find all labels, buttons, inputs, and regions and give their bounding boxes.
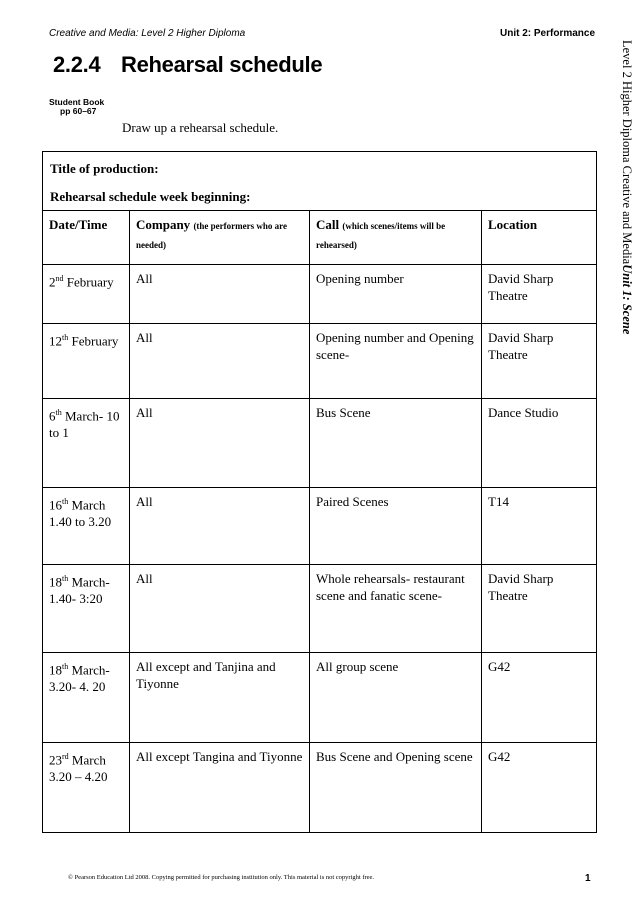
cell-date: 16th March 1.40 to 3.20 bbox=[43, 488, 130, 565]
header-company-note: (the performers who are needed) bbox=[136, 221, 287, 250]
cell-call: Bus Scene bbox=[310, 399, 482, 488]
cell-company: All except Tangina and Tiyonne bbox=[130, 743, 310, 832]
cell-location: David Sharp Theatre bbox=[482, 565, 596, 653]
instruction: Draw up a rehearsal schedule. bbox=[122, 120, 279, 135]
cell-date: 18th March- 3.20- 4. 20 bbox=[43, 653, 130, 743]
cell-location: T14 bbox=[482, 488, 596, 565]
schedule-form bbox=[42, 151, 597, 833]
header-location: Location bbox=[482, 211, 596, 265]
page-number: 1 bbox=[585, 873, 591, 884]
section-heading bbox=[53, 52, 322, 78]
cell-company: All bbox=[130, 488, 310, 565]
cell-date: 12th February bbox=[43, 324, 130, 399]
copyright-footer: © Pearson Education Ltd 2008. Copying permitted for purchasing institution only. This material is not copyright free. bbox=[68, 874, 375, 881]
cell-call: Bus Scene and Opening scene bbox=[310, 743, 482, 832]
section-title: Rehearsal schedule bbox=[121, 52, 323, 77]
cell-call: Opening number and Opening scene- bbox=[310, 324, 482, 399]
side-banner-unit: Unit 1: Scene bbox=[620, 264, 634, 335]
schedule-table bbox=[43, 211, 596, 832]
cell-call: All group scene bbox=[310, 653, 482, 743]
student-book-ref bbox=[49, 98, 104, 116]
cell-location: David Sharp Theatre bbox=[482, 324, 596, 399]
cell-location: David Sharp Theatre bbox=[482, 265, 596, 324]
running-header-left: Creative and Media: Level 2 Higher Diploma bbox=[49, 28, 246, 39]
cell-location: G42 bbox=[482, 653, 596, 743]
cell-call: Opening number bbox=[310, 265, 482, 324]
production-title-label: Title of production: bbox=[50, 161, 159, 176]
header-call-note: (which scenes/items will be rehearsed) bbox=[316, 221, 446, 250]
cell-company: All bbox=[130, 565, 310, 653]
cell-call: Whole rehearsals- restaurant scene and fanatic scene- bbox=[310, 565, 482, 653]
side-banner bbox=[612, 40, 636, 340]
cell-company: All bbox=[130, 324, 310, 399]
form-info bbox=[43, 152, 596, 211]
header-date: Date/Time bbox=[43, 211, 130, 265]
cell-location: G42 bbox=[488, 749, 511, 764]
cell-call: Paired Scenes bbox=[310, 488, 482, 565]
cell-company: All except and Tanjina and Tiyonne bbox=[130, 653, 310, 743]
student-book-label: Student Book bbox=[49, 97, 105, 107]
cell-date: 2nd February bbox=[43, 265, 130, 324]
running-header-right: Unit 2: Performance bbox=[500, 28, 596, 39]
cell-location: Dance Studio bbox=[482, 399, 596, 488]
header-call: Call (which scenes/items will be rehearsed) bbox=[310, 211, 482, 265]
cell-date: 6th March- 10 to 1 bbox=[43, 399, 130, 488]
week-beginning-label: Rehearsal schedule week beginning: bbox=[50, 189, 251, 204]
side-banner-text: Level 2 Higher Diploma Creative and Media bbox=[620, 40, 634, 265]
cell-company: All bbox=[130, 265, 310, 324]
section-number: 2.2.4 bbox=[53, 52, 101, 77]
cell-date: 18th March- 1.40- 3:20 bbox=[43, 565, 130, 653]
student-book-pages: pp 60–67 bbox=[60, 106, 97, 116]
header-company: Company (the performers who are needed) bbox=[130, 211, 310, 265]
cell-company: All bbox=[130, 399, 310, 488]
cell-date: 23rd March 3.20 – 4.20 bbox=[43, 743, 130, 832]
